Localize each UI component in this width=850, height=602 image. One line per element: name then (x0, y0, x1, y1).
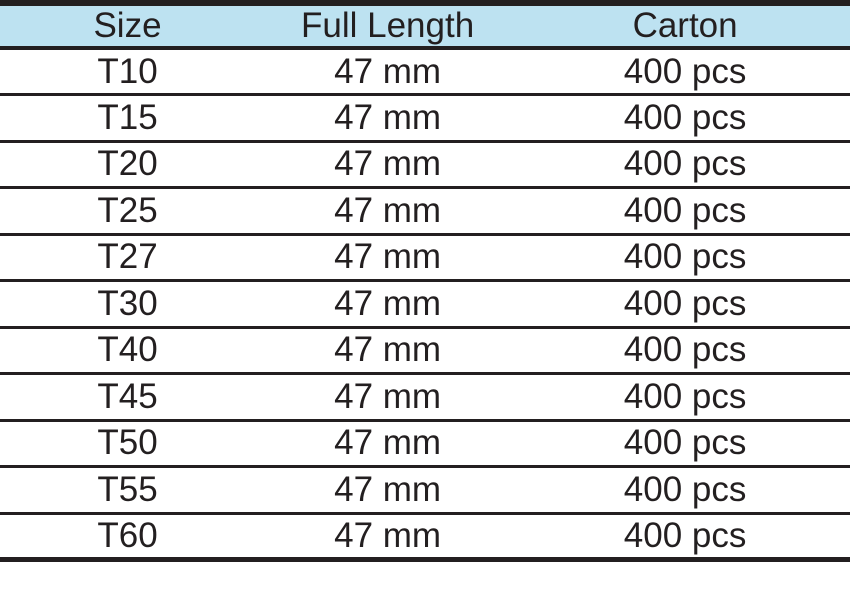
table-row (0, 327, 850, 374)
column-header-carton: Carton (520, 3, 850, 48)
cell-full-length: 47 mm (255, 281, 520, 328)
cell-size: T60 (0, 513, 255, 560)
cell-carton: 400 pcs (520, 281, 850, 328)
table-row (0, 188, 850, 235)
cell-size: T15 (0, 95, 255, 142)
cell-size: T55 (0, 467, 255, 514)
cell-size: T20 (0, 141, 255, 188)
cell-size: T27 (0, 234, 255, 281)
cell-full-length: 47 mm (255, 513, 520, 560)
table-row (0, 513, 850, 560)
cell-full-length: 47 mm (255, 141, 520, 188)
cell-full-length: 47 mm (255, 234, 520, 281)
cell-carton: 400 pcs (520, 48, 850, 95)
cell-carton: 400 pcs (520, 188, 850, 235)
cell-size: T45 (0, 374, 255, 421)
cell-carton: 400 pcs (520, 374, 850, 421)
cell-size: T25 (0, 188, 255, 235)
cell-full-length: 47 mm (255, 95, 520, 142)
cell-size: T30 (0, 281, 255, 328)
table-row (0, 374, 850, 421)
table-row (0, 48, 850, 95)
table-row (0, 234, 850, 281)
table-row (0, 95, 850, 142)
column-header-size: Size (0, 3, 255, 48)
cell-size: T10 (0, 48, 255, 95)
cell-carton: 400 pcs (520, 513, 850, 560)
cell-carton: 400 pcs (520, 95, 850, 142)
table-header-row (0, 3, 850, 48)
cell-carton: 400 pcs (520, 467, 850, 514)
cell-carton: 400 pcs (520, 234, 850, 281)
table-row (0, 467, 850, 514)
cell-full-length: 47 mm (255, 48, 520, 95)
cell-full-length: 47 mm (255, 374, 520, 421)
cell-full-length: 47 mm (255, 327, 520, 374)
column-header-full-length: Full Length (255, 3, 520, 48)
cell-carton: 400 pcs (520, 141, 850, 188)
table-row (0, 141, 850, 188)
cell-carton: 400 pcs (520, 327, 850, 374)
cell-size: T40 (0, 327, 255, 374)
cell-full-length: 47 mm (255, 188, 520, 235)
cell-size: T50 (0, 420, 255, 467)
cell-full-length: 47 mm (255, 467, 520, 514)
table-body (0, 48, 850, 560)
cell-carton: 400 pcs (520, 420, 850, 467)
table-row (0, 281, 850, 328)
cell-full-length: 47 mm (255, 420, 520, 467)
table-row (0, 420, 850, 467)
